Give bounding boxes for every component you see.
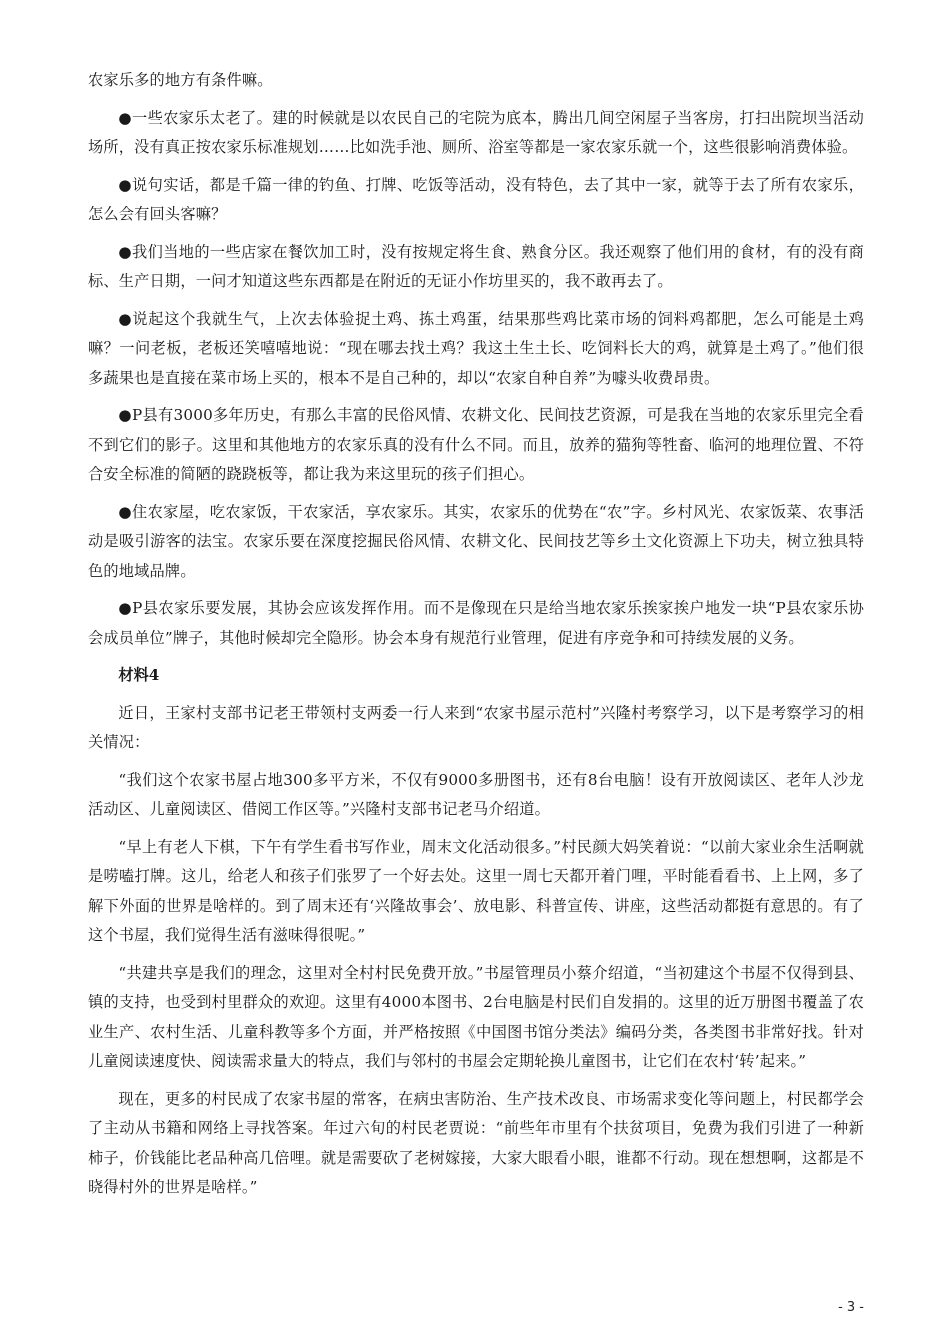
- paragraph: ●P县农家乐要发展，其协会应该发挥作用。而不是像现在只是给当地农家乐挨家挨户地发一块“P县农家乐协会成员单位”牌子，其他时候却完全隐形。协会本身有规范行业管理，促进有序竞争和可持续发展的义务。: [88, 599, 864, 647]
- paragraph: 现在，更多的村民成了农家书屋的常客，在病虫害防治、生产技术改良、市场需求变化等问题上，村民都学会了主动从书籍和网络上寻找答案。年过六旬的村民老贾说：“前些年市里有个扶贫项目，免费为我们引进了一种新柿子，价钱能比老品种高几倍哩。就是需要砍了老树嫁接，大家大眼看小眼，谁都不行动。现在想想啊，这都是不晓得村外的世界是啥样。”: [88, 1089, 864, 1196]
- paragraph: “共建共享是我们的理念，这里对全村村民免费开放。”书屋管理员小蔡介绍道，“当初建这个书屋不仅得到县、镇的支持，也受到村里群众的欢迎。这里有4000本图书、2台电脑是村民们自发捐的。这里的近万册图书覆盖了农业生产、农村生活、儿童科教等多个方面，并严格按照《中国图书馆分类法》编码分类，各类图书非常好找。针对儿童阅读速度快、阅读需求量大的特点，我们与邻村的书屋会定期轮换儿童图书，让它们在农村‘转’起来。”: [88, 963, 864, 1070]
- paragraph: ●一些农家乐太老了。建的时候就是以农民自己的宅院为底本，腾出几间空闲屋子当客房，打扫出院坝当活动场所，没有真正按农家乐标准规划……比如洗手池、厕所、浴室等都是一家农家乐就一个，这些很影响消费体验。: [88, 108, 864, 156]
- paragraph: ●P县有3000多年历史，有那么丰富的民俗风情、农耕文化、民间技艺资源，可是我在当地的农家乐里完全看不到它们的影子。这里和其他地方的农家乐真的没有什么不同。而且，放养的猫狗等牲畜、临河的地理位置、不符合安全标准的简陋的跷跷板等，都让我为来这里玩的孩子们担心。: [88, 406, 864, 483]
- paragraph: ●说起这个我就生气，上次去体验捉土鸡、拣土鸡蛋，结果那些鸡比菜市场的饲料鸡都肥，怎么可能是土鸡嘛？一问老板，老板还笑嘻嘻地说：“现在哪去找土鸡？我这土生土长、吃饲料长大的鸡，就算是土鸡了。”他们很多蔬果也是直接在菜市场上买的，根本不是自己种的，却以“农家自种自养”为噱头收费昂贵。: [88, 309, 864, 387]
- paragraph: 农家乐多的地方有条件嘛。: [88, 71, 273, 89]
- section-heading: 材料4: [118, 666, 160, 684]
- document-page: [88, 66, 864, 1211]
- paragraph: “我们这个农家书屋占地300多平方米，不仅有9000多册图书，还有8台电脑！设有开放阅读区、老年人沙龙活动区、儿童阅读区、借阅工作区等。”兴隆村支部书记老马介绍道。: [88, 770, 864, 818]
- paragraph: “早上有老人下棋，下午有学生看书写作业，周末文化活动很多。”村民颜大妈笑着说：“以前大家业余生活啊就是唠嗑打牌。这儿，给老人和孩子们张罗了一个好去处。这里一周七天都开着门哩，平时能看看书、上上网，多了解下外面的世界是啥样的。到了周末还有‘兴隆故事会’、放电影、科普宣传、讲座，这些活动都挺有意思的。有了这个书屋，我们觉得生活有滋味得很呢。”: [88, 837, 864, 944]
- paragraph: ●说句实话，都是千篇一律的钓鱼、打牌、吃饭等活动，没有特色，去了其中一家，就等于去了所有农家乐，怎么会有回头客嘛？: [88, 175, 864, 223]
- paragraph: 近日，王家村支部书记老王带领村支两委一行人来到“农家书屋示范村”兴隆村考察学习，以下是考察学习的相关情况：: [88, 703, 864, 751]
- paragraph: ●住农家屋，吃农家饭，干农家活，享农家乐。其实，农家乐的优势在“农”字。乡村风光、农家饭菜、农事活动是吸引游客的法宝。农家乐要在深度挖掘民俗风情、农耕文化、民间技艺等乡土文化资源上下功夫，树立独具特色的地域品牌。: [88, 502, 864, 580]
- page-number: - 3 -: [838, 1300, 864, 1315]
- paragraph: ●我们当地的一些店家在餐饮加工时，没有按规定将生食、熟食分区。我还观察了他们用的食材，有的没有商标、生产日期，一问才知道这些东西都是在附近的无证小作坊里买的，我不敢再去了。: [88, 242, 864, 290]
